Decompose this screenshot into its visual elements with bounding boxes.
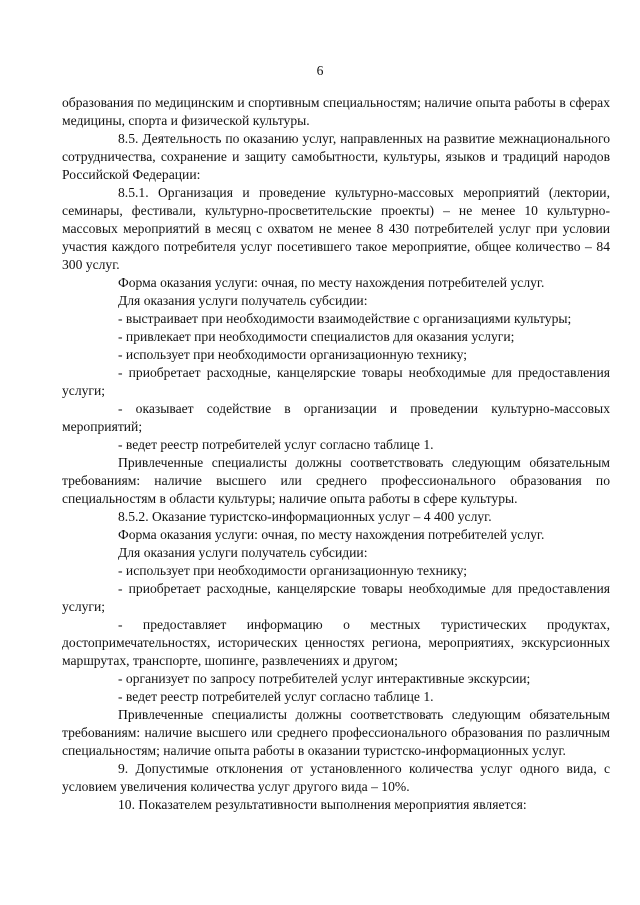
paragraph: Привлеченные специалисты должны соответствовать следующим обязательным требованиям: наличие высшего или среднего профессионального образования по различным специальностям; наличие опыта работы в оказании туристско-информационных услуг. bbox=[62, 707, 610, 758]
list-item: - оказывает содействие в организации и проведении культурно-массовых мероприятий; bbox=[62, 401, 610, 434]
paragraph: образования по медицинским и спортивным специальностям; наличие опыта работы в сферах медицины, спорта и физической культуры. bbox=[62, 95, 610, 128]
list-item: - привлекает при необходимости специалистов для оказания услуги; bbox=[118, 329, 515, 344]
paragraph: 10. Показателем результативности выполнения мероприятия является: bbox=[118, 797, 527, 812]
list-item: - приобретает расходные, канцелярские товары необходимые для предоставления услуги; bbox=[62, 581, 610, 614]
list-item: - приобретает расходные, канцелярские товары необходимые для предоставления услуги; bbox=[62, 365, 610, 398]
page-number: 6 bbox=[316, 63, 324, 78]
paragraph: Форма оказания услуги: очная, по месту нахождения потребителей услуг. bbox=[118, 527, 545, 542]
document-body bbox=[62, 94, 610, 814]
list-item: - использует при необходимости организационную технику; bbox=[118, 347, 468, 362]
paragraph: 8.5. Деятельность по оказанию услуг, направленных на развитие межнационального сотрудничества, сохранение и защиту самобытности, культуры, языков и традиций народов Российской Федерации: bbox=[62, 131, 610, 182]
paragraph: Привлеченные специалисты должны соответствовать следующим обязательным требованиям: наличие высшего или среднего профессионального образования по специальностям в области культуры; наличие опыта работы в сфере культуры. bbox=[62, 455, 610, 506]
list-item: - ведет реестр потребителей услуг согласно таблице 1. bbox=[118, 437, 434, 452]
list-item: - выстраивает при необходимости взаимодействие с организациями культуры; bbox=[118, 311, 572, 326]
paragraph: 8.5.2. Оказание туристско-информационных услуг – 4 400 услуг. bbox=[118, 509, 492, 524]
paragraph: 9. Допустимые отклонения от установленного количества услуг одного вида, с условием увеличения количества услуг другого вида – 10%. bbox=[62, 761, 610, 794]
list-item: - ведет реестр потребителей услуг согласно таблице 1. bbox=[118, 689, 434, 704]
paragraph: Для оказания услуги получатель субсидии: bbox=[118, 293, 368, 308]
paragraph: Для оказания услуги получатель субсидии: bbox=[118, 545, 368, 560]
list-item: - использует при необходимости организационную технику; bbox=[118, 563, 468, 578]
list-item: - организует по запросу потребителей услуг интерактивные экскурсии; bbox=[118, 671, 531, 686]
paragraph: Форма оказания услуги: очная, по месту нахождения потребителей услуг. bbox=[118, 275, 545, 290]
paragraph: 8.5.1. Организация и проведение культурно-массовых мероприятий (лектории, семинары, фестивали, культурно-просветительские проекты) – не менее 10 культурно-массовых мероприятий в месяц с охватом не менее 8 430 потребителей услуг при условии участия каждого потребителя услуг посетившего такое мероприятие, общее количество – 84 300 услуг. bbox=[62, 185, 610, 272]
list-item: - предоставляет информацию о местных туристических продуктах, достопримечательностях, исторических ценностях региона, мероприятиях, экскурсионных маршрутах, транспорте, шопинге, развлечениях и другом; bbox=[62, 617, 610, 668]
